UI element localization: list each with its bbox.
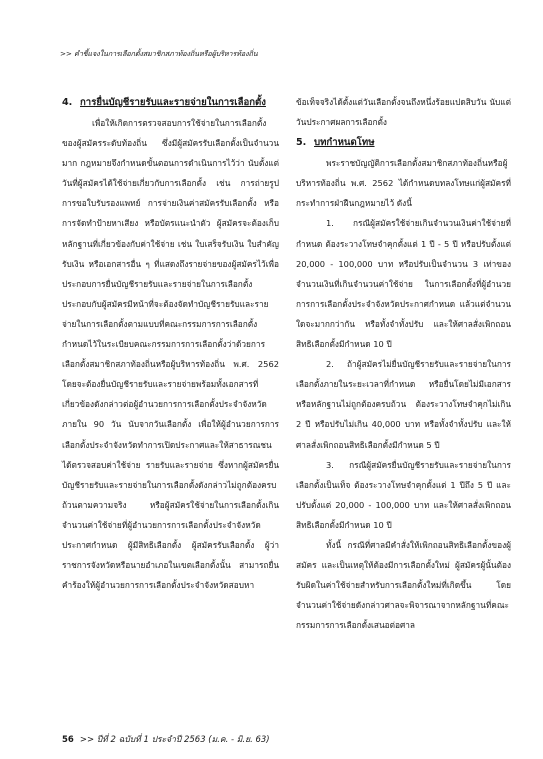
left-column (62, 92, 279, 595)
page-number: 56 (62, 735, 74, 745)
body-paragraph-continued: ข้อเท็จจริงได้ตั้งแต่วันเลือกตั้งจนถึงหนึ่งร้อยแปดสิบวัน นับแต่วันประกาศผลการเลือกตั้ง (296, 97, 511, 128)
right-column (296, 92, 511, 635)
penalty-item-2: 2. ถ้าผู้สมัครไม่ยื่นบัญชีรายรับและรายจ่ายในการเลือกตั้งภายในระยะเวลาที่กำหนด หรือยื่นโดยไม่มีเอกสารหรือหลักฐานไม่ถูกต้องครบถ้วน ต้องระวางโทษจำคุกไม่เกิน 2 ปี หรือปรับไม่เกิน 40,000 บาท หรือทั้งจำทั้งปรับ และให้ศาลสั่งเพิกถอนสิทธิเลือกตั้งมีกำหนด 5 ปี (296, 359, 511, 450)
running-header: >> คำชี้แจงในการเลือกตั้งสมาชิกสภาท้องถิ่นหรือผู้บริหารท้องถิ่น (60, 49, 258, 58)
closing-paragraph: ทั้งนี้ กรณีที่ศาลมีคำสั่งให้เพิกถอนสิทธิเลือกตั้งของผู้สมัคร และเป็นเหตุให้ต้องมีการเลือกตั้งใหม่ ผู้สมัครผู้นั้นต้องรับผิดในค่าใช้จ่ายสำหรับการเลือกตั้งใหม่ที่เกิดขึ้น โดยจำนวนค่าใช้จ่ายดังกล่าวศาลจะพิจารณาจากหลักฐานที่คณะกรรมการการเลือกตั้งเสนอต่อศาล (296, 539, 511, 631)
section-4-heading (62, 92, 279, 113)
section-4-title: การยื่นบัญชีรายรับและรายจ่ายในการเลือกตั้ง (80, 97, 266, 108)
section-5-number: 5. (296, 137, 307, 149)
section-5-title: บทกำหนดโทษ (314, 137, 375, 149)
section-5-heading (296, 132, 511, 153)
issue-info: >> ปีที่ 2 ฉบับที่ 1 ประจำปี 2563 (ม.ค. - มิ.ย. 63) (79, 735, 270, 745)
section-4-number: 4. (62, 97, 73, 108)
body-paragraph: เพื่อให้เกิดการตรวจสอบการใช้จ่ายในการเลือกตั้งของผู้สมัครระดับท้องถิ่น ซึ่งมีผู้สมัครรับเลือกตั้งเป็นจำนวนมาก กฎหมายจึงกำหนดขั้นตอนการดำเนินการไว้ว่า นับตั้งแต่วันที่ผู้สมัครได้ใช้จ่ายเกี่ยวกับการเลือกตั้ง เช่น การถ่ายรูป การขอใบรับรองแพทย์ การจ่ายเงินค่าสมัครรับเลือกตั้ง หรือการจัดทำป้ายหาเสียง หรือบัตรแนะนำตัว ผู้สมัครจะต้องเก็บหลักฐานที่เกี่ยวข้องกับค่าใช้จ่าย เช่น ใบเสร็จรับเงิน ใบสำคัญรับเงิน หรือเอกสารอื่น ๆ ที่แสดงถึงรายจ่ายของผู้สมัครไว้เพื่อประกอบการยื่นบัญชีรายรับและรายจ่ายในการเลือกตั้ง ประกอบกับผู้สมัครมีหน้าที่จะต้องจัดทำบัญชีรายรับและรายจ่ายในการเลือกตั้งตามแบบที่คณะกรรมการการเลือกตั้งกำหนดไว้ในระเบียบคณะกรรมการการเลือกตั้งว่าด้วยการเลือกตั้งสมาชิกสภาท้องถิ่นหรือผู้บริหารท้องถิ่น พ.ศ. 2562 โดยจะต้องยื่นบัญชีรายรับและรายจ่ายพร้อมทั้งเอกสารที่เกี่ยวข้องดังกล่าวต่อผู้อำนวยการการเลือกตั้งประจำจังหวัด ภายใน 90 วัน นับจากวันเลือกตั้ง เพื่อให้ผู้อำนวยการการเลือกตั้งประจำจังหวัดทำการเปิดประกาศและให้สาธารณชนได้ตรวจสอบค่าใช้จ่าย รายรับและรายจ่าย ซึ่งหากผู้สมัครยื่นบัญชีรายรับและรายจ่ายในการเลือกตั้งดังกล่าวไม่ถูกต้องครบถ้วนตามความจริง หรือผู้สมัครใช้จ่ายในการเลือกตั้งเกินจำนวนค่าใช้จ่ายที่ผู้อำนวยการการเลือกตั้งประจำจังหวัดประกาศกำหนด ผู้มีสิทธิเลือกตั้ง ผู้สมัครรับเลือกตั้ง ผู้ว่าราชการจังหวัดหรือนายอำเภอในเขตเลือกตั้งนั้น สามารถยื่นคำร้องให้ผู้อำนวยการการเลือกตั้งประจำจังหวัดสอบหา (62, 118, 279, 591)
penalty-item-1: 1. กรณีผู้สมัครใช้จ่ายเกินจำนวนเงินค่าใช้จ่ายที่กำหนด ต้องระวางโทษจำคุกตั้งแต่ 1 ปี - 5 ปี หรือปรับตั้งแต่ 20,000 - 100,000 บาท หรือปรับเป็นจำนวน 3 เท่าของจำนวนเงินที่เกินจำนวนค่าใช้จ่าย ในการเลือกตั้งที่ผู้อำนวยการการเลือกตั้งประจำจังหวัดประกาศกำหนด แล้วแต่จำนวนใดจะมากกว่ากัน หรือทั้งจำทั้งปรับ และให้ศาลสั่งเพิกถอนสิทธิเลือกตั้งมีกำหนด 10 ปี (296, 218, 511, 350)
penalty-item-3: 3. กรณีผู้สมัครยื่นบัญชีรายรับและรายจ่ายในการเลือกตั้งเป็นเท็จ ต้องระวางโทษจำคุกตั้งแต่ 1 ปีถึง 5 ปี และปรับตั้งแต่ 20,000 - 100,000 บาท และให้ศาลสั่งเพิกถอนสิทธิเลือกตั้งมีกำหนด 10 ปี (296, 459, 511, 530)
penalty-intro: พระราชบัญญัติการเลือกตั้งสมาชิกสภาท้องถิ่นหรือผู้บริหารท้องถิ่น พ.ศ. 2562 ได้กำหนดบทลงโทษแก่ผู้สมัครที่กระทำการฝ่าฝืนกฎหมายไว้ ดังนี้ (296, 158, 511, 209)
page-footer (62, 732, 270, 746)
